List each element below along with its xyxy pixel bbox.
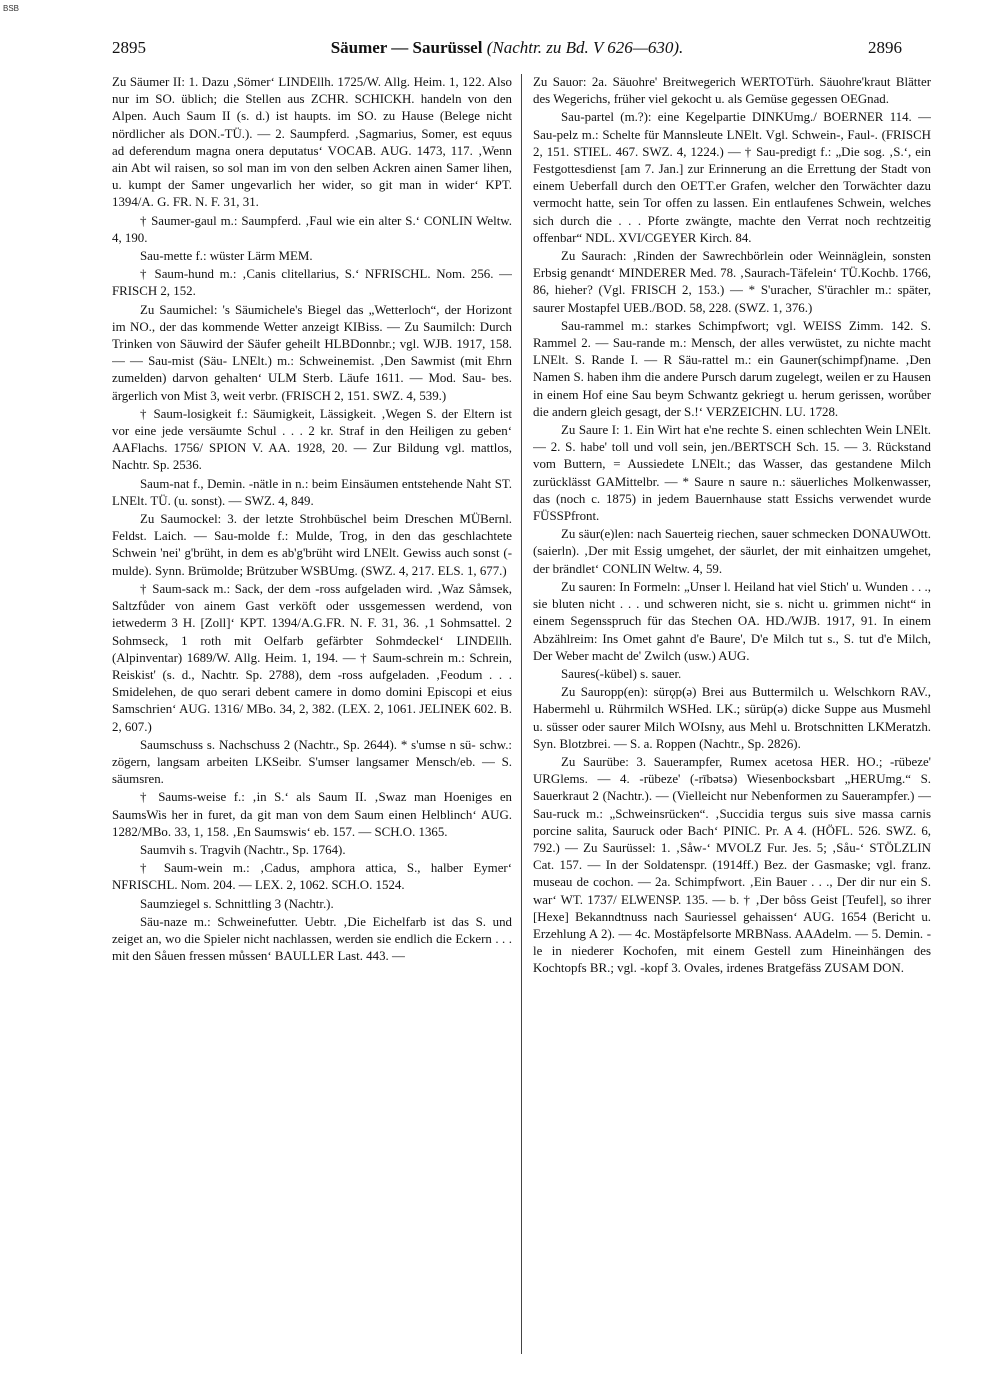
dictionary-entry: Zu Saumichel: 's Säumichele's Biegel das „Wetterloch“, der Horizont im NO., der das kommende Wetter anzeigt KIBiss. — Zu Saumilch: Durch Trinken von Säuwird der Säufer geheilt HLBDonnbr.; vgl. WJB. 1917, 158. — — Sau-mist (Säu- LNElt.) m.: Schweinemist. ‚Den Sawmist (mit Ehrn zumelden) darvon gehalten‘ ULM Sterb. Läufe 1611. — Mod. Sau- bes. ärgerlich von Mist 3, weit verbr. (FRISCH 2, 151. SWZ. 4, 539.) — [112, 302, 512, 403]
dictionary-entry: Zu sauren: In Formeln: „Unser l. Heiland hat viel Stich' u. Wunden . . ., sie bluten nicht . . . und schweren nicht, sie s. nicht u. grimmen nicht“ in einem Segensspruch für das Stechen OA. HD./WJB. 1917, 91. In einem Abzählreim: Ins Omet gahnt d'e Baure', D'e Milch tut s., S. tut d'e Milch, Der Weber macht de' Zwilch (usw.) AUG. — [533, 579, 931, 663]
column-divider — [521, 74, 522, 1354]
dictionary-entry: † Saums-weise f.: ‚in S.‘ als Saum II. ‚Swaz man Hoeniges en SaumsWis her in furet, da git man von dem Saum einen Helblinch‘ AUG. 1282/MBo. 33, 1, 158. ‚En Saumswis‘ eb. 157. — SCH.O. 1365. — [112, 790, 512, 839]
page-header — [112, 38, 902, 62]
dictionary-entry: Zu säur(e)len: nach Sauerteig riechen, sauer schmecken DONAUWOtt. (saierln). ‚Der mit Essig umgehet, der säurlet, der mit einhaitzen umgehet, der brändlet‘ CONLIN Weltw. 4, 59. — [533, 527, 931, 576]
dictionary-entry: Saures(-kübel) s. sauer. — [561, 666, 682, 681]
running-title — [112, 38, 902, 58]
right-column — [533, 74, 931, 1364]
dictionary-entry: Zu Saurach: ‚Rinden der Sawrechbörlein oder Weinnäglein, sonsten Erbsig genandt‘ MINDERER Med. 78. ‚Saurach-Täfelein‘ TÜ.Kochb. 1766, 86, hieher? (Vgl. FRISCH 2, 153.) — * S'uracher, S'ürachler m.: später, saurer Mostapfel UEB./BOD. 58, 228. (SWZ. 1, 376.) — [533, 249, 931, 315]
dictionary-entry: Saum-nat f., Demin. -nätle in n.: beim Einsäumen entstehende Naht ST. LNElt. TÜ. (u. sonst). — SWZ. 4, 849. — [112, 476, 512, 508]
dictionary-entry: † Saum-losigkeit f.: Säumigkeit, Lässigkeit. ‚Wegen S. der Eltern ist vor eine jede versäumte Schul . . . 2 kr. Straf in den Heiligen zu geben‘ AAFlachs. 1756/ SPION V. AA. 1928, 20. — Zur Bildung vgl. mattlos, Nachtr. Sp. 2536. — [112, 406, 512, 473]
dictionary-entry: Zu Sauropp(en): sürǫp(ə) Brei aus Buttermilch u. Welschkorn RAV., Habermehl u. Rührmilch WSHed. LK.; sürüp(ə) dicke Suppe aus Musmehl u. süsser oder saurer Milch WOIsny, aus Mehl u. Brotschnitten LKMeratzh. Syn. Blotzbrei. — S. a. Roppen (Nachtr., Sp. 2826). — [533, 685, 931, 751]
dictionary-entry: Saumschuss s. Nachschuss 2 (Nachtr., Sp. 2644). * s'umse n sü- schw.: zögern, langsam arbeiten LKSeibr. S'umser langsamer Mensch/eb. — S. säumsren. — [112, 737, 512, 787]
page-number-right: 2896 — [868, 38, 902, 57]
dictionary-entry: † Saum-sack m.: Sack, der dem -ross aufgeladen wird. ‚Waz Såmsek, Saltzfůder von ainem Gast verköft oder ussgemessen werdend, von ietwederm 3 H. [Zoll]‘ KPT. 1394/A.G.FR. N. F. 31, 36. ‚1 Sohmsattel. 2 Sohmseck, 1 roth mit Oelfarb gefärbter Sohmdeckel‘ LINDEllh. (Alpinventar) 1689/W. Allg. Heim. 1, 194. — † Saum-schrein m.: Schrein, Reiskist' (s. d., Nachtr. Sp. 2788), dem -ross aufgeladen. ‚Feodum . . . Smidelehen, de quo serari debent camere in domo domini Episcopi et eius Samschrien‘ AUG. 1316/ MBo. 34, 2, 382. (LEX. 2, 1061. JELINEK 602. B. 2, 607.) — [112, 581, 512, 734]
dictionary-entry: Saumziegel s. Schnittling 3 (Nachtr.). — [140, 896, 334, 911]
dictionary-entry: Sau-rammel m.: starkes Schimpfwort; vgl. WEISS Zimm. 142. S. Rammel 2. — Sau-rande m.: Mensch, der alles verwüstet, zu nichte macht LNElt. S. Rande I. — R Säu-rattel m.: ein Gauner(schimpf)name. ‚Den Namen S. haben ihm die andere Pursch darum zugelegt, weilen er zu Hausen in einem Hof eine Sau beym Schwantz gekriegt u. herum gerissen, worůber die andern gleich gesagt, der S.!‘ VERZEICHN. LU. 1728. — [533, 318, 931, 419]
dictionary-entry: † Saum-wein m.: ‚Cadus, amphora attica, S., halber Eymer‘ NFRISCHL. Nom. 204. — LEX. 2, 1062. SCH.O. 1524. — [112, 861, 512, 893]
dictionary-entry: Zu Saumockel: 3. der letzte Strohbüschel beim Dreschen MÜBernl. Feldst. Laich. — Sau-molde f.: Mulde, Trog, in den das geschlachtete Schwein 'nei' g'brüht, in dem es ab'g'brüht wird LNElt. Gewiss auch sonst (-mulde). Synn. Brümolde; Brützuber WSBUmg. (SWZ. 4, 217. ELS. 1, 677.) — [112, 512, 512, 578]
running-title-note: (Nachtr. zu Bd. V 626—630). — [486, 38, 684, 57]
dictionary-entry: Zu Säumer II: 1. Dazu ‚Sömer‘ LINDEllh. 1725/W. Allg. Heim. 1, 122. Also nur im SO. üblich; die Stellen aus ZCHR. SCHICKH. handeln von den Alpen. Auch Saum II (s. d.) ist haupts. im SO. zu Hause (Belege nicht nördlicher als DON.-TÜ.). — 2. Saumpferd. ‚Sagmarius, Somer, est equus ad deferendum magna onera deputatus‘ VOCAB. AUG. 1473, 117. ‚Wenn ain Abt wil raisen, so sol man im von den selben Ackren ainen Samer lihen, u. kumpt der Samer ungevarlich her wider, so git man in wider‘ KPT. 1394/A. G. FR. N. F. 31, 31. — [112, 75, 512, 210]
dictionary-entry: Zu Saure I: 1. Ein Wirt hat e'ne rechte S. einen schlechten Wein LNElt. — 2. S. habe' toll und voll sein, jen./BERTSCH Sch. 15. — 3. Rückstand vom Buttern, = Aussiedete LNElt.; das Wasser, das gestandene Milch zurücklässt GAMittelbr. — * Saure n saure n.: säuerliches Molkenwasser, das (noch c. 1875) in jedem Bauernhause statt Essichs verwendet wurde FÜSSPfront. — [533, 423, 931, 524]
dictionary-entry: Säu-naze m.: Schweinefutter. Uebtr. ‚Die Eichelfarb ist das S. und zeiget an, wo die Spieler nicht nachlassen, werden sie endlich die Eckern . . . mit den Såuen fressen můssen‘ BAULLER Last. 443. — — [112, 914, 512, 964]
dictionary-entry: Sau-partel (m.?): eine Kegelpartie DINKUmg./ BOERNER 114. — Sau-pelz m.: Schelte für Mannsleute LNElt. Vgl. Schwein-, Faul-. (FRISCH 2, 151. STIEL. 467. SWZ. 4, 1224.) — † Sau-predigt f.: „Die sog. ‚S.‘, ein Festgottesdienst [am 7. Jan.] zur Erinnerung an die Errettung der Stadt von einem Ueberfall durch den OETT.er Grafen, welcher den Torwächter dazu vermocht hatte, sein Tor offen zu lassen. Ein entlaufenes Schwein, welches sich durch die . . . Pforte zwängte, machte den Verrat noch rechtzeitig offenbar“ NDL. XVI/CGEYER Kirch. 84. — [533, 110, 931, 245]
dictionary-entry: † Saum-hund m.: ‚Canis clitellarius, S.‘ NFRISCHL. Nom. 256. — FRISCH 2, 152. — [112, 267, 512, 299]
left-column — [112, 74, 512, 1364]
page-number-left: 2895 — [112, 38, 146, 57]
dictionary-entry: † Saumer-gaul m.: Saumpferd. ‚Faul wie ein alter S.‘ CONLIN Weltw. 4, 190. — [112, 213, 512, 245]
dictionary-entry: Zu Sauor: 2a. Säuohre' Breitwegerich WERTOTürh. Säuohre'kraut Blätter des Wegerichs, früher viel gekocht u. als Gemüse gegessen OEGnad. — [533, 75, 931, 107]
dictionary-entry: Sau-mette f.: wüster Lärm MEM. — [140, 249, 313, 264]
running-title-main: Säumer — Saurüssel — [330, 38, 483, 57]
library-mark: BSB — [3, 4, 20, 13]
dictionary-entry: Saumvih s. Tragvih (Nachtr., Sp. 1764). — [140, 842, 346, 857]
dictionary-entry: Zu Saurübe: 3. Sauerampfer, Rumex acetosa HER. HO.; -rübeze' URGlems. — 4. -rübeze' (-rībətsə) Wiesenbocksbart „HERUmg.“ S. Sauerkraut 2 (Nachtr.). — (Vielleicht nur Nebenformen zu Sauerampfer.) — Sau-ruck m.: „Schweinsrücken“. ‚Succidia tergus suis sive massa carnis porcine salita, Sauruck oder Bach‘ PINIC. Pr. A 4. (HÖFL. 526. SWZ. 6, 792.) — Zu Saurüssel: 1. ‚Såw-‘ MVOLZ Fur. Jes. 5; ‚Såu-‘ STÖLZLIN Cat. 157. — In der Soldatenspr. (1914ff.) Bez. der Gasmaske; vgl. franz. museau de cochon. — 2a. Schimpfwort. ‚Ein Bauer . . ., Der dir nur ein S. war‘ WT. 1737/ ELWENSP. 135. — b. † ‚Der bôss Geist [Teufel], so ihrer [Hexe] Bekanndtnuss nach Sauriessel gehaissen‘ AUG. 1654 (Bericht u. Erzehlung A 2). — 4c. Mostäpfelsorte MRBNass. AAAdelm. — 5. Demin. -le in niederer Kochofen, mit einem Gestell zum Hineinhängen des Kochtopfs BR.; vgl. -kopf 3. Ovales, irdenes Bratgefäss ZUSAM DON. — [533, 754, 931, 976]
